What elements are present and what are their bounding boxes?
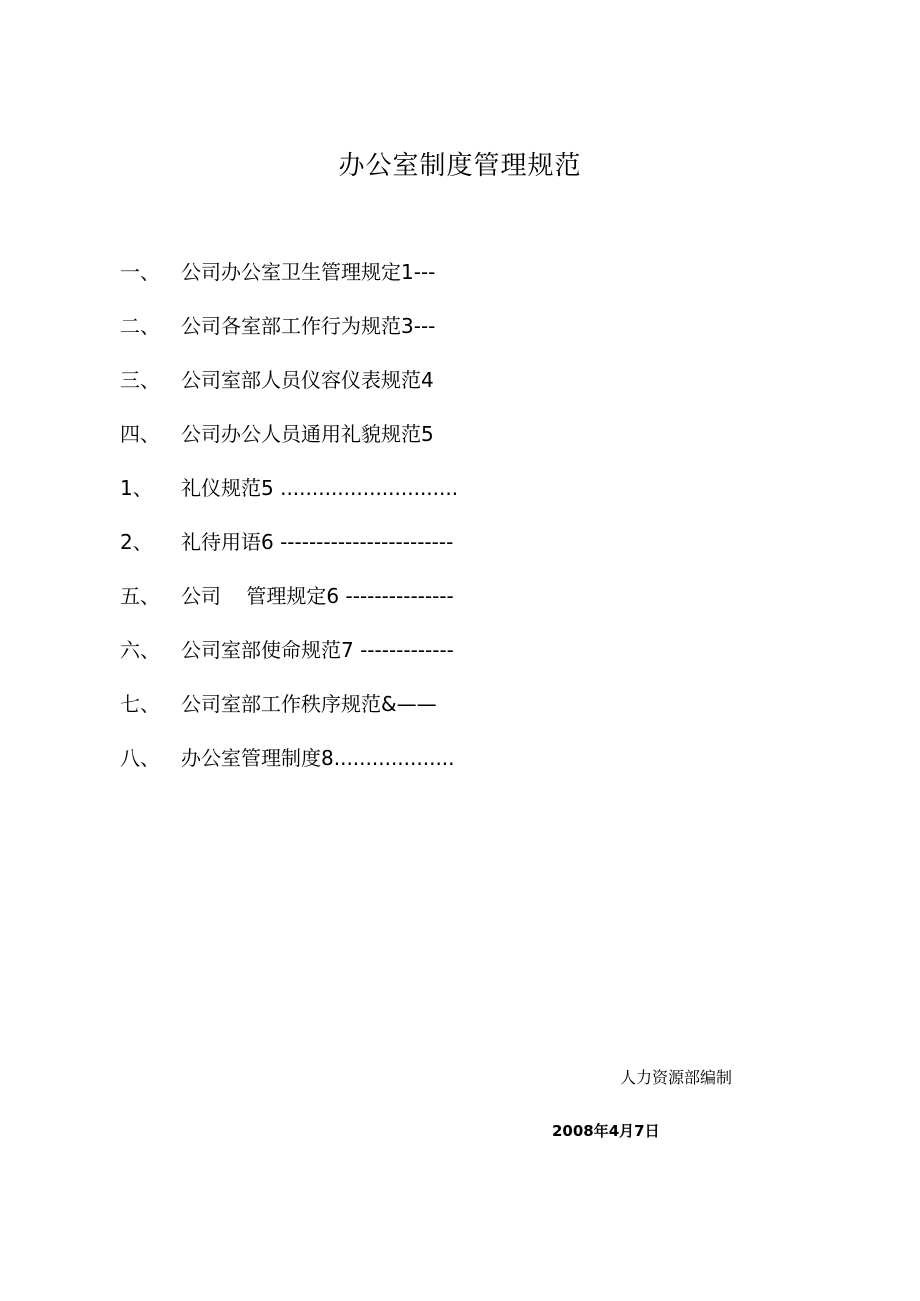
toc-item-number: 二、	[120, 314, 160, 338]
toc-item-number: 八、	[120, 746, 160, 770]
toc-item-text: 公司室部工作秩序规范&——	[181, 692, 437, 716]
toc-item-number: 1、	[120, 476, 153, 500]
toc-item-number: 2、	[120, 530, 153, 554]
toc-item-text: 办公室管理制度8...................	[181, 746, 455, 770]
document-title: 办公室制度管理规范	[338, 151, 582, 181]
toc-item-text: 公司 管理规定6 ---------------	[181, 584, 454, 608]
table-of-contents	[120, 254, 500, 794]
department-signature: 人力资源部编制	[620, 1068, 733, 1087]
toc-item	[120, 254, 500, 308]
toc-item	[120, 578, 500, 632]
toc-item	[120, 524, 500, 578]
toc-item-text: 公司室部人员仪容仪表规范4	[181, 368, 434, 392]
toc-item-text: 礼仪规范5 ............................	[181, 476, 459, 500]
toc-item	[120, 470, 500, 524]
toc-item-number: 四、	[120, 422, 160, 446]
toc-item-number: 七、	[120, 692, 160, 716]
toc-item	[120, 686, 500, 740]
toc-item	[120, 416, 500, 470]
toc-item-number: 五、	[120, 584, 160, 608]
toc-item	[120, 362, 500, 416]
toc-item-number: 三、	[120, 368, 160, 392]
toc-item-text: 公司办公室卫生管理规定1---	[181, 260, 436, 284]
toc-item-number: 六、	[120, 638, 160, 662]
toc-item	[120, 632, 500, 686]
toc-item-text: 公司办公人员通用礼貌规范5	[181, 422, 434, 446]
toc-item	[120, 308, 500, 362]
document-date: 2008年4月7日	[552, 1122, 660, 1140]
toc-item	[120, 740, 500, 794]
toc-item-text: 公司各室部工作行为规范3---	[181, 314, 436, 338]
toc-item-text: 礼待用语6 ------------------------	[181, 530, 454, 554]
toc-item-text: 公司室部使命规范7 -------------	[181, 638, 454, 662]
toc-item-number: 一、	[120, 260, 160, 284]
